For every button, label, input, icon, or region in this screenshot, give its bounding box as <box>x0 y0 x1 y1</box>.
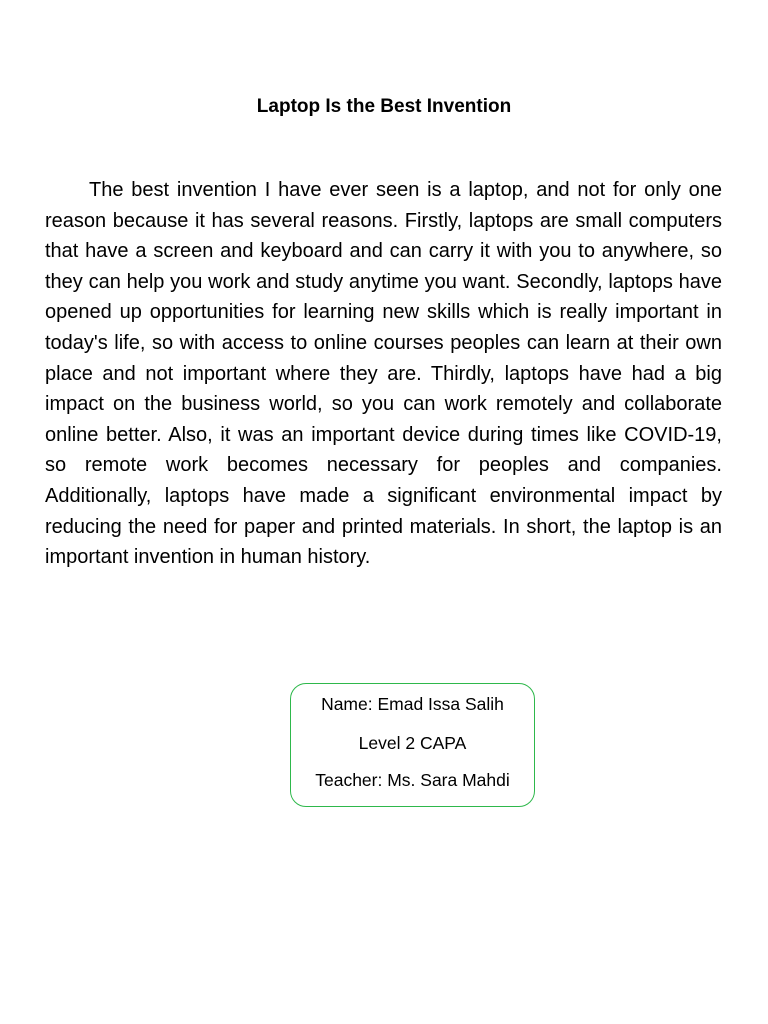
student-name: Name: Emad Issa Salih <box>321 694 504 714</box>
student-level: Level 2 CAPA <box>358 733 467 753</box>
teacher-name: Teacher: Ms. Sara Mahdi <box>315 770 510 790</box>
document-title: Laptop Is the Best Invention <box>256 96 512 117</box>
student-info-box <box>290 683 535 807</box>
essay-paragraph: The best invention I have ever seen is a laptop, and not for only one reason because it has several reasons. Firstly, laptops are small computers that have a screen and keyboard and can carry it with you to anywhere, so they can help you work and study anytime you want. Secondly, laptops have opened up opportunities for learning new skills which is really important in today's life, so with access to online courses peoples can learn at their own place and not important where they are. Thirdly, laptops have had a big impact on the business world, so you can work remotely and collaborate online better. Also, it was an important device during times like COVID-19, so remote work becomes necessary for peoples and companies. Additionally, laptops have made a significant environmental impact by reducing the need for paper and printed materials. In short, the laptop is an important invention in human history. <box>45 179 722 569</box>
